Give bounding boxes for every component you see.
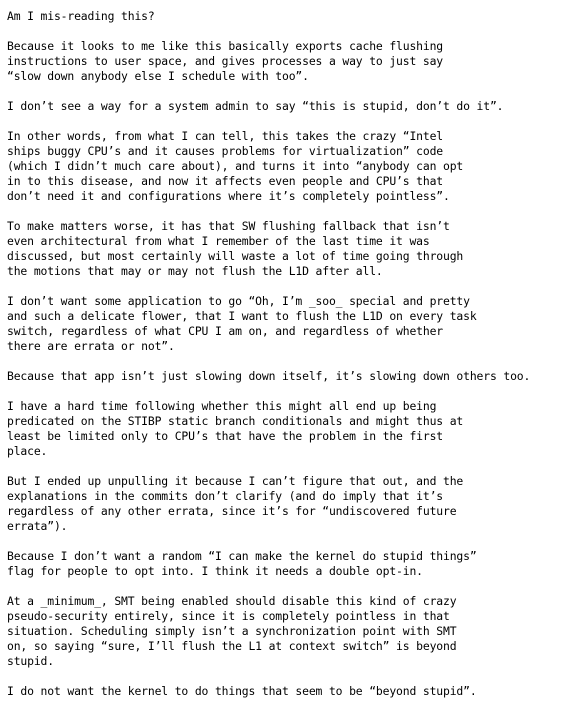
text-line: on, so saying “sure, I’ll flush the L1 at context switch” is beyond (7, 639, 457, 653)
paragraph-4 (7, 219, 563, 279)
paragraph-5 (7, 294, 563, 354)
text-line: flag for people to opt into. I think it needs a double opt-in. (7, 564, 423, 578)
paragraph-11 (7, 684, 563, 699)
text-line: instructions to user space, and gives processes a way to just say (7, 54, 444, 68)
paragraph-1 (7, 39, 563, 84)
paragraph-10 (7, 594, 563, 669)
text-line: switch, regardless of what CPU I am on, and regardless of whether (7, 324, 444, 338)
text-line: least be limited only to CPU’s that have the problem in the first (7, 429, 444, 443)
text-line: ships buggy CPU’s and it causes problems for virtualization” code (7, 144, 444, 158)
text-line: At a _minimum_, SMT being enabled should disable this kind of crazy (7, 594, 457, 608)
text-line: In other words, from what I can tell, this takes the crazy “Intel (7, 129, 444, 143)
text-line: don’t need it and configurations where it’s completely pointless”. (7, 189, 450, 203)
paragraph-6 (7, 369, 563, 384)
text-line: I do not want the kernel to do things that seem to be “beyond stupid”. (7, 684, 477, 698)
text-line: Am I mis-reading this? (7, 9, 155, 23)
text-line: “slow down anybody else I schedule with too”. (7, 69, 309, 83)
paragraph-0 (7, 9, 563, 24)
text-line: I don’t want some application to go “Oh, I’m _soo_ special and pretty (7, 294, 470, 308)
text-line: I don’t see a way for a system admin to say “this is stupid, don’t do it”. (7, 99, 504, 113)
text-line: Because I don’t want a random “I can make the kernel do stupid things” (7, 549, 477, 563)
paragraph-2 (7, 99, 563, 114)
text-line: predicated on the STIBP static branch conditionals and might thus at (7, 414, 464, 428)
text-line: and such a delicate flower, that I want to flush the L1D on every task (7, 309, 477, 323)
text-line: in to this disease, and now it affects even people and CPU’s that (7, 174, 444, 188)
text-line: discussed, but most certainly will waste a lot of time going through (7, 249, 464, 263)
paragraph-8 (7, 474, 563, 534)
text-line: But I ended up unpulling it because I can’t figure that out, and the (7, 474, 464, 488)
paragraph-3 (7, 129, 563, 204)
text-line: (which I didn’t much care about), and turns it into “anybody can opt (7, 159, 464, 173)
text-line: place. (7, 444, 48, 458)
text-line: Because that app isn’t just slowing down itself, it’s slowing down others too. (7, 369, 531, 383)
text-line: the motions that may or may not flush the L1D after all. (7, 264, 383, 278)
text-line: situation. Scheduling simply isn’t a synchronization point with SMT (7, 624, 457, 638)
text-line: regardless of any other errata, since it’s for “undiscovered future (7, 504, 457, 518)
text-line: I have a hard time following whether this might all end up being (7, 399, 437, 413)
text-line: Because it looks to me like this basically exports cache flushing (7, 39, 444, 53)
text-line: pseudo-security entirely, since it is completely pointless in that (7, 609, 450, 623)
text-line: stupid. (7, 654, 54, 668)
text-line: explanations in the commits don’t clarify (and do imply that it’s (7, 489, 444, 503)
paragraph-7 (7, 399, 563, 459)
text-line: To make matters worse, it has that SW flushing fallback that isn’t (7, 219, 450, 233)
text-line: there are errata or not”. (7, 339, 175, 353)
text-line: errata”). (7, 519, 68, 533)
paragraph-9 (7, 549, 563, 579)
text-line: even architectural from what I remember of the last time it was (7, 234, 430, 248)
